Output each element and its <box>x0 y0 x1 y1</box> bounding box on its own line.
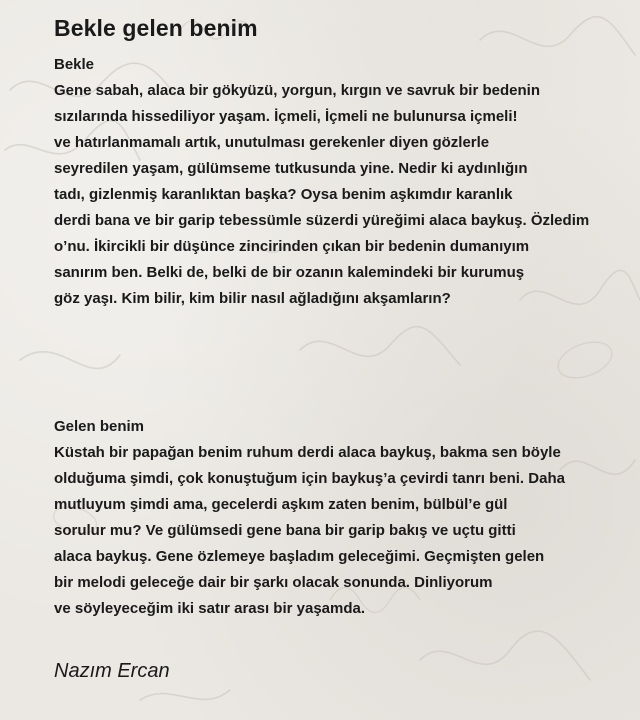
poem-line: seyredilen yaşam, gülümseme tutkusunda yine. Nedir ki aydınlığın <box>54 160 528 177</box>
poem-line: sızılarında hissediliyor yaşam. İçmeli, İçmeli ne bulunursa içmeli! <box>54 108 518 125</box>
poem-line: sorulur mu? Ve gülümsedi gene bana bir garip bakış ve uçtu gitti <box>54 522 516 539</box>
poem-line: o’nu. İkircikli bir düşünce zincirinden çıkan bir bedenin dumanıyım <box>54 238 530 255</box>
poem-line: sanırım ben. Belki de, belki de bir ozanın kalemindeki bir kurumuş <box>54 264 525 281</box>
poem-line: derdi bana ve bir garip tebessümle süzerdi yüreğimi alaca baykuş. Özledim <box>54 212 590 229</box>
poem-line: Gene sabah, alaca bir gökyüzü, yorgun, kırgın ve savruk bir bedenin <box>54 82 540 99</box>
poem-line: ve söyleyeceğim iki satır arası bir yaşamda. <box>54 600 366 617</box>
poem-line: alaca baykuş. Gene özlemeye başladım geleceğimi. Geçmişten gelen <box>54 548 545 565</box>
poem-line: Küstah bir papağan benim ruhum derdi alaca baykuş, bakma sen böyle <box>54 444 561 461</box>
stanza-bekle <box>54 52 640 312</box>
poem-title: Bekle gelen benim <box>54 15 258 41</box>
poem-line: tadı, gizlenmiş karanlıktan başka? Oysa benim aşkımdır karanlık <box>54 186 513 203</box>
poem-container <box>54 12 640 622</box>
poem-line: bir melodi geleceğe dair bir şarkı olacak sonunda. Dinliyorum <box>54 574 493 591</box>
poem-line: göz yaşı. Kim bilir, kim bilir nasıl ağladığını akşamların? <box>54 290 451 307</box>
poem-line: mutluyum şimdi ama, gecelerdi aşkım zaten benim, bülbül’e gül <box>54 496 508 513</box>
section-heading: Bekle <box>54 56 95 73</box>
stanza-gelen-benim <box>54 414 640 622</box>
section-heading: Gelen benim <box>54 418 145 435</box>
poem-line: ve hatırlanmamalı artık, unutulması gerekenler diyen gözlerle <box>54 134 490 151</box>
author-name: Nazım Ercan <box>54 660 170 682</box>
poem-line: olduğuma şimdi, çok konuştuğum için baykuş’a çevirdi tanrı beni. Daha <box>54 470 565 487</box>
